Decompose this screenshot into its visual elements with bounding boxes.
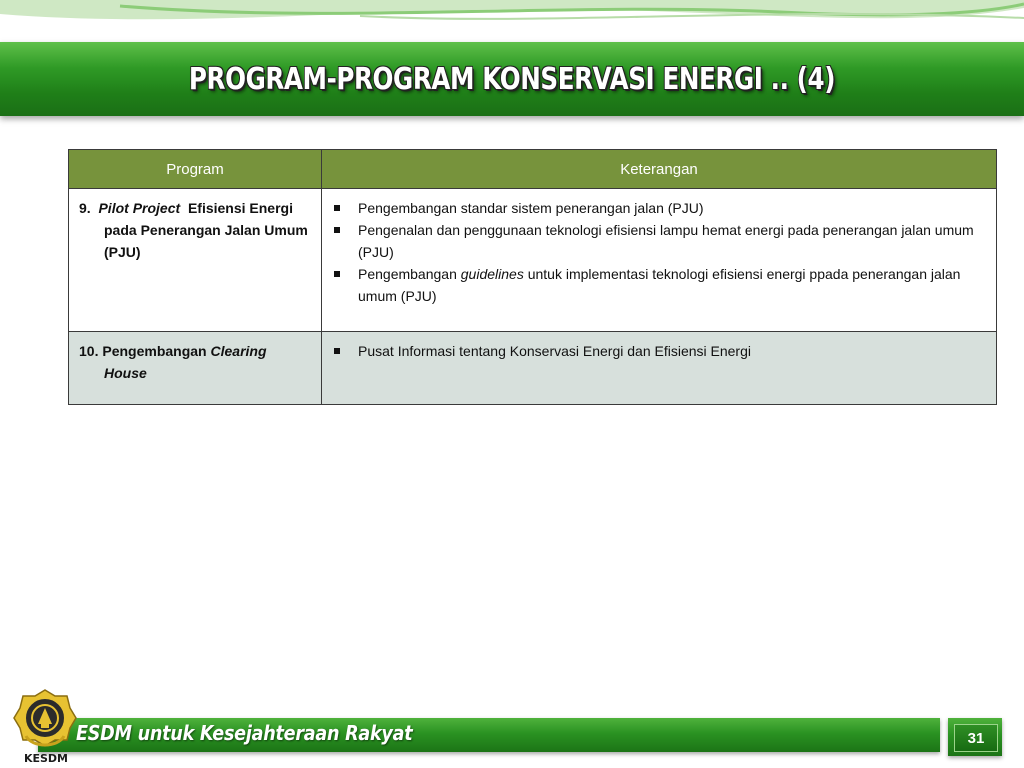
program-number: 10.	[79, 343, 99, 359]
program-rest: Efisiensi Energi pada Penerangan Jalan Umum (PJU)	[104, 200, 308, 260]
program-number: 9.	[79, 200, 91, 216]
decorative-waves	[0, 0, 1024, 40]
footer-tagline: ESDM untuk Kesejahteraan Rakyat	[76, 721, 413, 745]
bullet-list	[332, 340, 986, 362]
page-number: 31	[954, 724, 998, 752]
keterangan-cell	[322, 332, 997, 405]
table-row	[69, 332, 997, 405]
program-cell	[69, 332, 322, 405]
list-item: Pengembangan standar sistem penerangan jalan (PJU)	[332, 197, 986, 219]
table-row	[69, 189, 997, 332]
bullet-list	[332, 197, 986, 307]
program-italic: Clearing House	[104, 343, 267, 381]
program-name	[79, 340, 311, 384]
header-program: Program	[69, 150, 322, 189]
program-name	[79, 197, 311, 263]
header-keterangan: Keterangan	[322, 150, 997, 189]
page-number-box	[948, 718, 1002, 756]
program-cell	[69, 189, 322, 332]
keterangan-cell	[322, 189, 997, 332]
title-bar	[0, 42, 1024, 116]
table-header-row	[69, 150, 997, 189]
program-table	[68, 149, 997, 405]
slide-title: PROGRAM-PROGRAM KONSERVASI ENERGI .. (4)	[188, 61, 836, 97]
list-item: Pengenalan dan penggunaan teknologi efisiensi lampu hemat energi pada penerangan jalan umum (PJU)	[332, 219, 986, 263]
program-text: Pengembangan	[102, 343, 207, 359]
list-item: Pusat Informasi tentang Konservasi Energi dan Efisiensi Energi	[332, 340, 986, 362]
list-item: Pengembangan guidelines untuk implementasi teknologi efisiensi energi ppada penerangan jalan umum (PJU)	[332, 263, 986, 307]
program-italic: Pilot Project	[98, 200, 181, 216]
logo-text: KESDM	[23, 752, 69, 765]
